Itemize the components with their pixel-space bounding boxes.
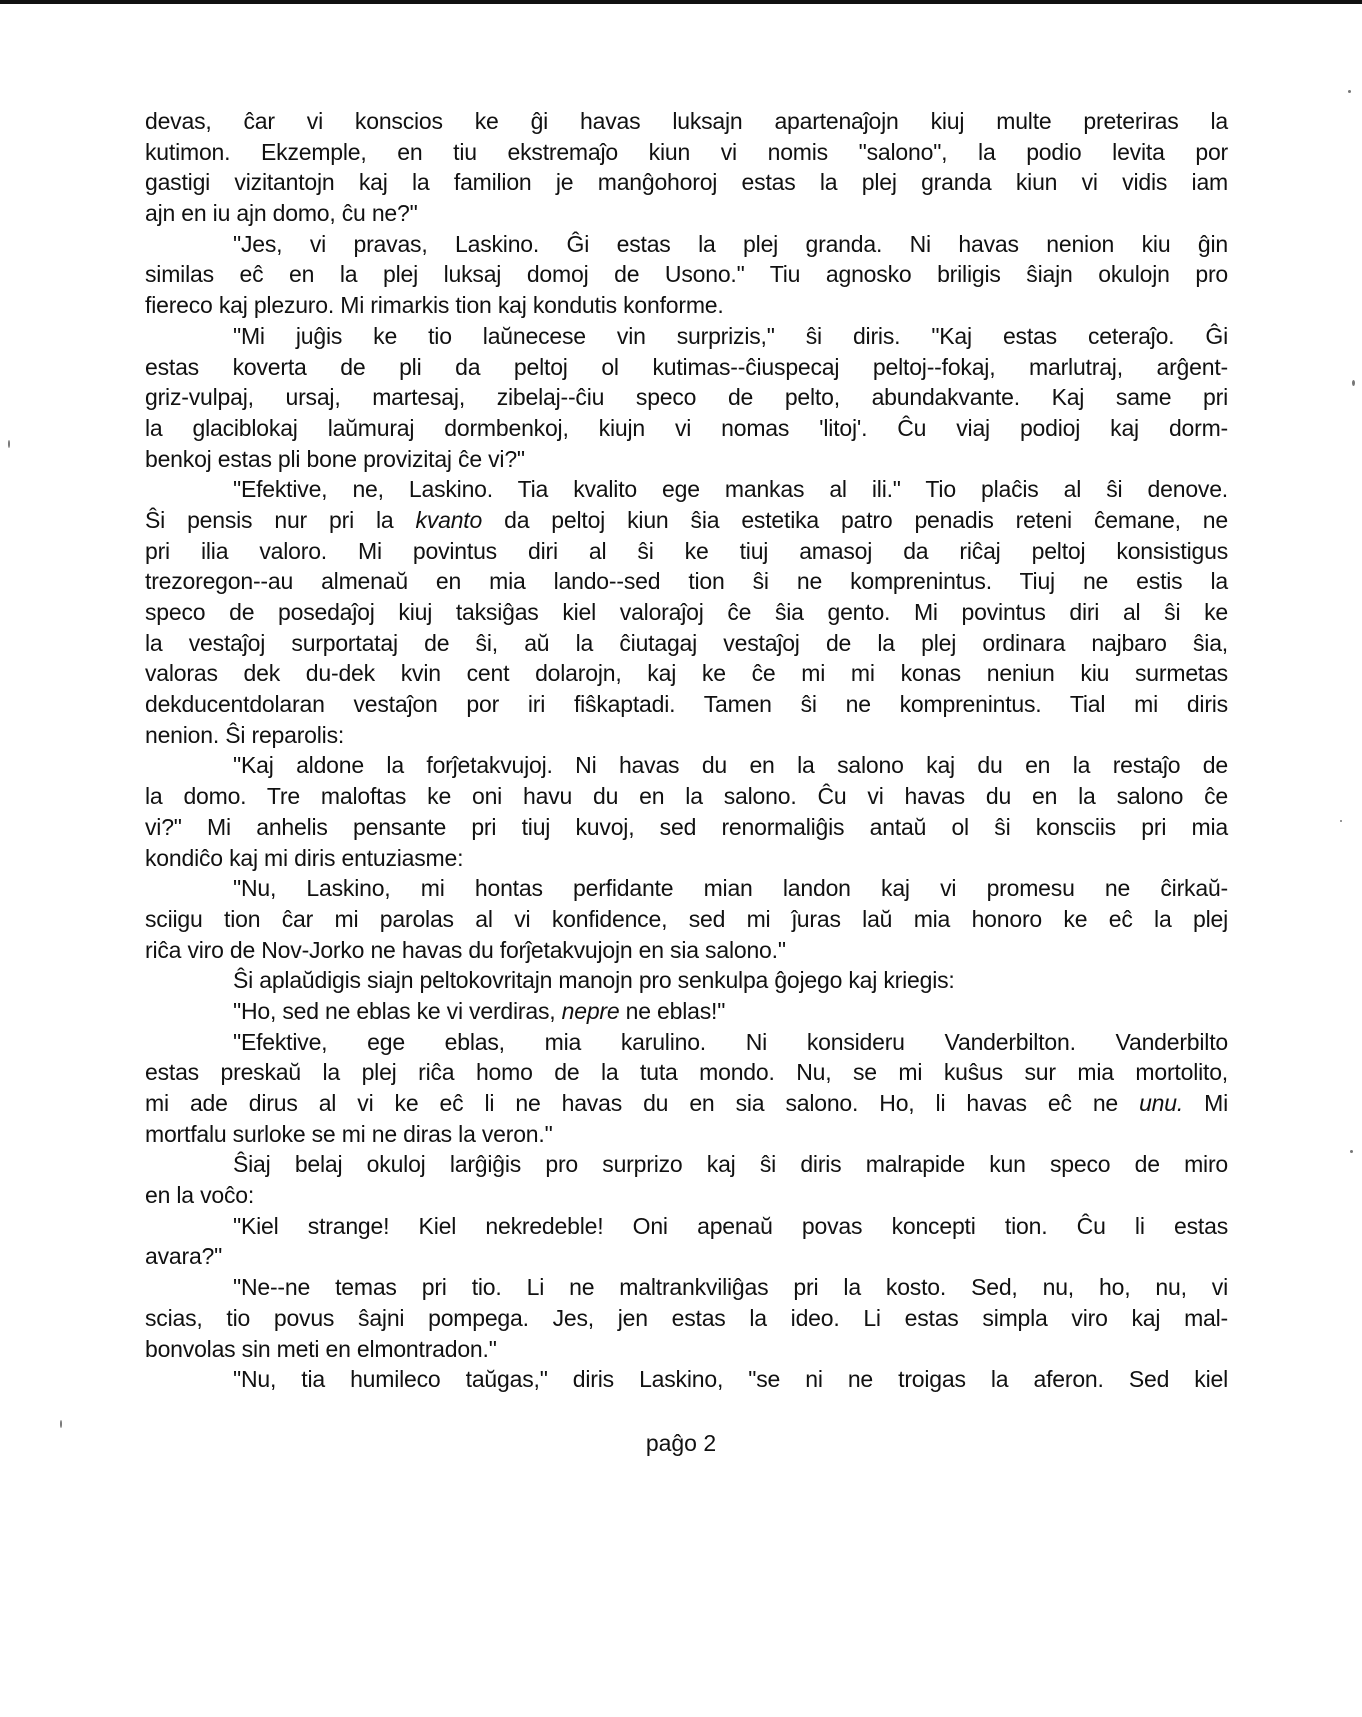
text-run: "Ne--ne temas pri tio. Li ne maltrankviliĝas pri la kosto. Sed, nu, ho, nu, vi	[233, 1274, 1228, 1301]
scan-top-border	[0, 0, 1362, 4]
text-run: "Nu, tia humileco taŭgas," diris Laskino, "se ni ne troigas la aferon. Sed kiel	[233, 1366, 1228, 1393]
text-line	[145, 996, 1228, 1027]
text-run: avara?"	[145, 1243, 223, 1270]
text-line	[145, 290, 1228, 321]
text-line	[145, 474, 1228, 505]
text-line	[145, 904, 1228, 935]
scan-speck	[1340, 820, 1342, 822]
text-line	[145, 750, 1228, 781]
text-line	[145, 1180, 1228, 1211]
italic-text: kvanto	[415, 506, 483, 533]
text-line	[145, 628, 1228, 659]
text-run: valoras dek du-dek kvin cent dolarojn, kaj ke ĉe mi mi konas neniun kiu surmetas	[145, 660, 1228, 687]
text-run: bonvolas sin meti en elmontradon."	[145, 1335, 497, 1362]
text-run: la domo. Tre maloftas ke oni havu du en la salono. Ĉu vi havas du en la salono ĉe	[145, 783, 1228, 810]
text-run: mi ade dirus al vi ke eĉ li ne havas du en sia salono. Ho, li havas eĉ ne	[145, 1090, 1140, 1116]
text-run: "Nu, Laskino, mi hontas perfidante mian landon kaj vi promesu ne ĉirkaŭ-	[233, 875, 1228, 902]
text-line	[145, 781, 1228, 812]
text-run: fiereco kaj plezuro. Mi rimarkis tion kaj kondutis konforme.	[145, 292, 724, 319]
text-run: ne eblas!"	[619, 997, 726, 1024]
page-number: paĝo 2	[645, 1430, 717, 1456]
text-run: la vestaĵoj surportataj de ŝi, aŭ la ĉiutagaj vestaĵoj de la plej ordinara najbaro ŝia,	[145, 629, 1228, 656]
text-line	[145, 1088, 1228, 1119]
text-line	[145, 873, 1228, 904]
text-line	[145, 1119, 1228, 1150]
text-run: scias, tio povus ŝajni pompega. Jes, jen estas la ideo. Li estas simpla viro kaj mal-	[145, 1304, 1228, 1331]
text-run: kondiĉo kaj mi diris entuziasme:	[145, 844, 464, 871]
scan-speck	[1348, 90, 1351, 93]
text-line	[145, 1057, 1228, 1088]
text-line	[145, 167, 1228, 198]
text-run: en la voĉo:	[145, 1182, 255, 1209]
text-line	[145, 1334, 1228, 1365]
text-line	[145, 566, 1228, 597]
text-run: Ŝi pensis nur pri la	[145, 506, 416, 533]
text-run: "Efektive, ege eblas, mia karulino. Ni konsideru Vanderbilton. Vanderbilto	[233, 1028, 1228, 1055]
text-line	[145, 444, 1228, 475]
text-line	[145, 1241, 1228, 1272]
text-run: kutimon. Ekzemple, en tiu ekstremaĵo kiun vi nomis "salono", la podio levita por	[145, 138, 1228, 165]
text-line	[145, 843, 1228, 874]
text-line	[145, 1272, 1228, 1303]
text-run: Ŝiaj belaj okuloj larĝiĝis pro surprizo kaj ŝi diris malrapide kun speco de miro	[233, 1151, 1228, 1178]
text-line	[145, 321, 1228, 352]
text-line	[145, 1211, 1228, 1242]
text-run: dekducentdolaran vestaĵon por iri fiŝkaptadi. Tamen ŝi ne komprenintus. Tial mi diris	[145, 691, 1228, 718]
text-line	[145, 812, 1228, 843]
text-run: mortfalu surloke se mi ne diras la veron."	[145, 1120, 553, 1147]
text-line	[145, 106, 1228, 137]
text-line	[145, 1149, 1228, 1180]
text-line	[145, 935, 1228, 966]
text-line	[145, 1364, 1228, 1395]
text-line	[145, 505, 1228, 536]
text-run: "Ho, sed ne eblas ke vi verdiras,	[233, 997, 562, 1024]
text-line	[145, 229, 1228, 260]
text-run: "Kiel strange! Kiel nekredeble! Oni apenaŭ povas koncepti tion. Ĉu li estas	[233, 1212, 1228, 1239]
text-run: da peltoj kiun ŝia estetika patro penadis reteni ĉemane, ne	[482, 506, 1228, 533]
text-run: Ŝi aplaŭdigis siajn peltokovritajn manojn pro senkulpa ĝojego kaj kriegis:	[233, 967, 955, 994]
body-text	[145, 106, 1228, 1395]
text-run: speco de posedaĵoj kiuj taksiĝas kiel valoraĵoj ĉe ŝia gento. Mi povintus diri al ŝi ke	[145, 599, 1228, 625]
text-line	[145, 137, 1228, 168]
text-line	[145, 658, 1228, 689]
italic-text: nepre	[561, 997, 620, 1024]
text-run: sciigu tion ĉar mi parolas al vi konfidence, sed mi ĵuras laŭ mia honoro ke eĉ la plej	[145, 905, 1228, 932]
text-line	[145, 259, 1228, 290]
text-line	[145, 965, 1228, 996]
text-run: "Jes, vi pravas, Laskino. Ĝi estas la plej granda. Ni havas nenion kiu ĝin	[233, 230, 1228, 257]
text-line	[145, 413, 1228, 444]
text-line	[145, 1027, 1228, 1058]
text-run: la glaciblokaj laŭmuraj dormbenkoj, kiujn vi nomas 'litoj'. Ĉu viaj podioj kaj dorm-	[145, 414, 1228, 441]
text-line	[145, 1303, 1228, 1334]
text-run: griz-vulpaj, ursaj, martesaj, zibelaj--ĉiu speco de pelto, abundakvante. Kaj same pri	[145, 384, 1228, 411]
text-run: estas preskaŭ la plej riĉa homo de la tuta mondo. Nu, se mi kuŝus sur mia mortolito,	[145, 1059, 1228, 1086]
scan-speck	[8, 440, 10, 448]
text-line	[145, 352, 1228, 383]
scan-speck	[1352, 380, 1355, 386]
text-run: gastigi vizitantojn kaj la familion je manĝohoroj estas la plej granda kiun vi vidis iam	[145, 169, 1228, 196]
text-line	[145, 689, 1228, 720]
text-run: riĉa viro de Nov-Jorko ne havas du forĵetakvujojn en sia salono."	[145, 936, 786, 963]
text-line	[145, 597, 1228, 628]
text-line	[145, 382, 1228, 413]
text-run: benkoj estas pli bone provizitaj ĉe vi?"	[145, 445, 525, 472]
text-run: nenion. Ŝi reparolis:	[145, 721, 345, 748]
text-run: devas, ĉar vi konscios ke ĝi havas luksajn apartenaĵojn kiuj multe preteriras la	[145, 108, 1228, 134]
text-line	[145, 720, 1228, 751]
text-run: "Mi juĝis ke tio laŭnecese vin surprizis," ŝi diris. "Kaj estas ceteraĵo. Ĝi	[233, 322, 1228, 349]
text-run: ajn en iu ajn domo, ĉu ne?"	[145, 200, 418, 227]
text-run: "Efektive, ne, Laskino. Tia kvalito ege mankas al ili." Tio plaĉis al ŝi denove.	[233, 476, 1228, 503]
scan-speck	[60, 1420, 62, 1428]
text-run: pri ilia valoro. Mi povintus diri al ŝi ke tiuj amasoj da riĉaj peltoj konsistigus	[145, 537, 1228, 564]
text-run: Mi	[1183, 1090, 1229, 1116]
scan-speck	[1350, 1150, 1353, 1153]
text-run: similas eĉ en la plej luksaj domoj de Usono." Tiu agnosko briligis ŝiajn okulojn pro	[145, 261, 1228, 288]
italic-text: unu.	[1139, 1090, 1184, 1116]
text-line	[145, 536, 1228, 567]
text-run: "Kaj aldone la forĵetakvujoj. Ni havas du en la salono kaj du en la restaĵo de	[233, 752, 1228, 779]
text-line	[145, 198, 1228, 229]
text-run: trezoregon--au almenaŭ en mia lando--sed tion ŝi ne komprenintus. Tiuj ne estis la	[145, 568, 1228, 595]
text-run: estas koverta de pli da peltoj ol kutimas--ĉiuspecaj peltoj--fokaj, marlutraj, arĝent-	[145, 353, 1228, 380]
text-run: vi?" Mi anhelis pensante pri tiuj kuvoj, sed renormaliĝis antaŭ ol ŝi konsciis pri mia	[145, 813, 1228, 840]
